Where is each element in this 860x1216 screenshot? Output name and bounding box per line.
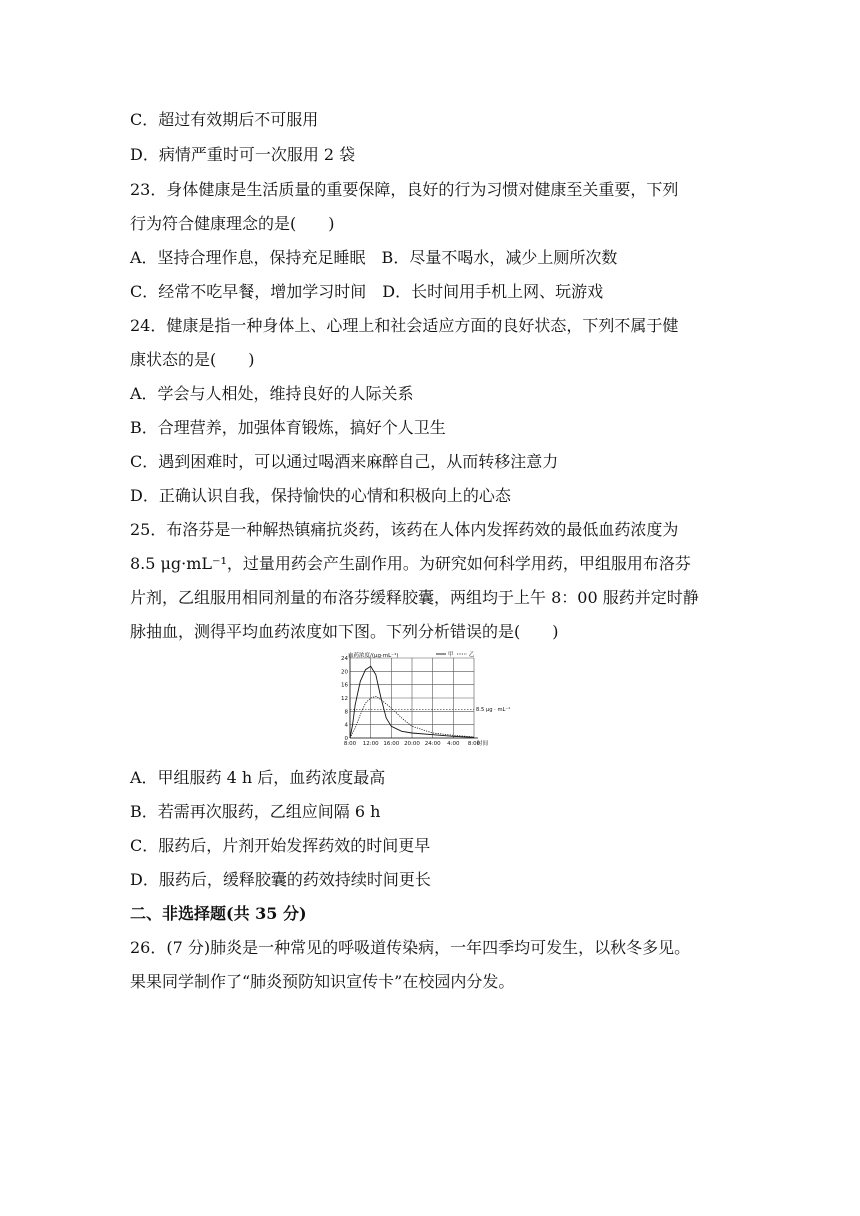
text-line: 8.5 μg·mL⁻¹，过量用药会产生副作用。为研究如何科学用药，甲组服用布洛芬 — [130, 554, 691, 573]
text-line: 行为符合健康理念的是( ) — [130, 214, 335, 233]
text-line: 果果同学制作了“肺炎预防知识宣传卡”在校园内分发。 — [130, 972, 515, 991]
text-line: B．若需再次服药，乙组应间隔 6 h — [130, 802, 381, 821]
section-heading: 二、非选择题(共 35 分) — [130, 904, 307, 923]
y-tick-label: 4 — [344, 722, 348, 729]
text-line: C．经常不吃早餐，增加学习时间 D．长时间用手机上网、玩游戏 — [130, 282, 604, 301]
x-axis-label: 时间 — [477, 741, 489, 747]
text-line: A．学会与人相处，维持良好的人际关系 — [130, 384, 414, 403]
x-tick-label: 16:00 — [383, 741, 400, 747]
legend-label-乙: 乙 — [469, 652, 475, 658]
text-line: 脉抽血，测得平均血药浓度如下图。下列分析错误的是( ) — [130, 622, 559, 641]
chart-axes — [350, 654, 478, 738]
y-tick-label: 20 — [341, 669, 348, 676]
text-line: A．甲组服药 4 h 后，血药浓度最高 — [130, 768, 386, 787]
text-line: 片剂，乙组服用相同剂量的布洛芬缓释胶囊，两组均于上午 8：00 服药并定时静 — [130, 588, 699, 607]
y-axis-label: 血药浓度/(μg·mL⁻¹) — [348, 653, 399, 659]
text-line: C．超过有效期后不可服用 — [130, 110, 319, 129]
text-line: 23．身体健康是生活质量的重要保障，良好的行为习惯对健康至关重要，下列 — [130, 180, 679, 199]
text-line: 26．(7 分)肺炎是一种常见的呼吸道传染病，一年四季均可发生，以秋冬多见。 — [130, 938, 691, 957]
text-line: 康状态的是( ) — [130, 350, 255, 369]
threshold-line — [350, 707, 510, 713]
y-tick-label: 8 — [344, 709, 348, 716]
chart-labels — [341, 650, 489, 747]
text-line: A．坚持合理作息，保持充足睡眠 B．尽量不喝水，减少上厕所次数 — [130, 248, 618, 267]
concentration-chart — [336, 650, 526, 750]
text-line: D．服药后，缓释胶囊的药效持续时间更长 — [130, 870, 431, 889]
text-line: 24．健康是指一种身体上、心理上和社会适应方面的良好状态，下列不属于健 — [130, 316, 679, 335]
text-line: D．病情严重时可一次服用 2 袋 — [130, 145, 356, 164]
x-tick-label: 24:00 — [424, 741, 441, 747]
text-line: D．正确认识自我，保持愉快的心情和积极向上的心态 — [130, 486, 511, 505]
y-tick-label: 0 — [344, 736, 348, 742]
y-tick-label: 24 — [341, 656, 348, 662]
x-tick-label: 8:00 — [467, 741, 481, 747]
chart-grid — [350, 658, 474, 738]
x-tick-label: 8:00 — [343, 741, 357, 747]
text-line: 25．布洛芬是一种解热镇痛抗炎药，该药在人体内发挥药效的最低血药浓度为 — [130, 520, 679, 539]
text-line: B．合理营养，加强体育锻炼，搞好个人卫生 — [130, 418, 446, 437]
text-line: C．服药后，片剂开始发挥药效的时间更早 — [130, 836, 431, 855]
y-tick-label: 12 — [341, 696, 348, 702]
text-line: C．遇到困难时，可以通过喝酒来麻醉自己，从而转移注意力 — [130, 452, 559, 471]
legend-label-甲: 甲 — [448, 652, 454, 658]
x-tick-label: 4:00 — [447, 741, 460, 747]
threshold-label: 8.5 μg · mL⁻¹ — [476, 707, 511, 714]
x-tick-label: 12:00 — [362, 741, 379, 747]
y-tick-label: 16 — [341, 682, 348, 689]
x-tick-label: 20:00 — [404, 741, 420, 747]
